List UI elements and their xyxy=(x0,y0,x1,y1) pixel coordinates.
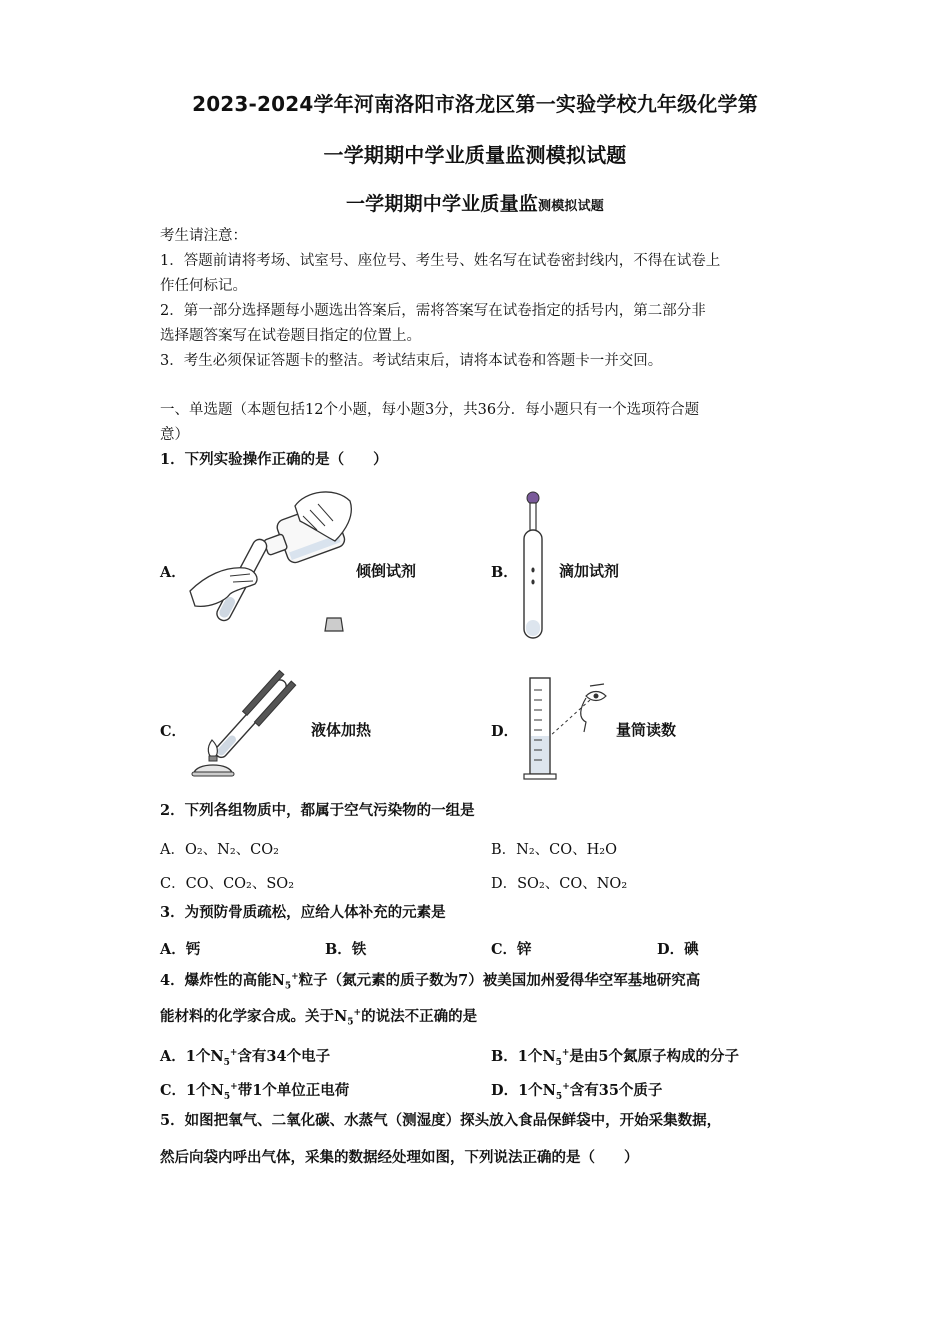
q4-option-d-post: 含有35个质子 xyxy=(569,1082,663,1099)
q4-sub: 5 xyxy=(223,1057,230,1068)
q3-option-c: C．锌 xyxy=(491,941,532,958)
title-line-1: 2023-2024学年河南洛阳市洛龙区第一实验学校九年级化学第 xyxy=(192,92,758,116)
graduated-cylinder-icon xyxy=(520,676,620,781)
q4-stem-b-post: 的说法不正确的是 xyxy=(361,1007,478,1025)
q2-stem: 2．下列各组物质中，都属于空气污染物的一组是 xyxy=(160,802,475,819)
notice-heading: 考生请注意： xyxy=(160,228,247,244)
q4-option-b-post: 是由5个氮原子构成的分子 xyxy=(569,1048,740,1065)
q4-option-a xyxy=(160,1045,330,1068)
q5-stem-b: 然后向袋内呼出气体，采集的数据经处理如图，下列说法正确的是（ ） xyxy=(160,1149,639,1166)
q1-option-a-caption: 倾倒试剂 xyxy=(356,562,417,580)
q1-stem: 1．下列实验操作正确的是（ ） xyxy=(160,451,388,468)
notice-item-3: 3．考生必须保证答题卡的整洁。考试结束后，请将本试卷和答题卡一并交回。 xyxy=(160,353,663,369)
q4-option-b xyxy=(491,1045,739,1068)
q4-stem-a-pre: 4．爆炸性的高能N xyxy=(160,971,285,989)
q4-sup: + xyxy=(561,1048,570,1059)
q1-option-a-label: A． xyxy=(160,564,186,581)
q2-option-a: A．O₂、N₂、CO₂ xyxy=(160,842,279,858)
q4-sup: + xyxy=(353,1008,362,1018)
q4-stem-a xyxy=(160,973,700,992)
q1-option-d-caption: 量筒读数 xyxy=(616,721,677,739)
q4-option-d-pre: D．1个N xyxy=(491,1082,556,1099)
q4-sup: + xyxy=(562,1082,570,1093)
q3-option-a: A．钙 xyxy=(160,941,201,958)
q2-option-c: C．CO、CO₂、SO₂ xyxy=(160,876,295,892)
q4-sub: 5 xyxy=(555,1091,563,1102)
q1-option-b-caption: 滴加试剂 xyxy=(559,562,620,580)
q4-sub: 5 xyxy=(223,1091,231,1102)
q1-option-d-label: D． xyxy=(491,723,519,740)
q4-sup: + xyxy=(291,972,299,982)
q4-option-d xyxy=(491,1079,662,1102)
q3-option-b: B．铁 xyxy=(325,941,367,958)
q4-sub: 5 xyxy=(284,981,292,992)
q4-stem-a-post: 粒子（氮元素的质子数为7）被美国加州爱得华空军基地研究高 xyxy=(298,971,701,989)
title-line-2: 一学期期中学业质量监测模拟试题 xyxy=(323,143,627,167)
section-heading-b: 意） xyxy=(160,427,189,443)
section-heading-a: 一、单选题（本题包括12个小题，每小题3分，共36分．每小题只有一个选项符合题 xyxy=(160,402,700,418)
q1-option-c-label: C． xyxy=(160,723,187,740)
pouring-reagent-icon xyxy=(185,486,360,636)
q4-sub: 5 xyxy=(555,1057,562,1068)
q2-option-d: D．SO₂、CO、NO₂ xyxy=(491,876,628,892)
notice-item-1b: 作任何标记。 xyxy=(160,278,247,294)
q1-option-b-label: B． xyxy=(491,564,518,581)
dropper-icon xyxy=(515,490,555,640)
q4-stem-b xyxy=(160,1009,477,1028)
q3-option-d: D．碘 xyxy=(657,941,699,958)
q4-stem-b-pre: 能材料的化学家合成。关于N xyxy=(160,1007,348,1025)
q4-option-c-pre: C．1个N xyxy=(160,1082,224,1099)
q4-option-c-post: 带1个单位正电荷 xyxy=(237,1082,350,1099)
q4-option-b-pre: B．1个N xyxy=(491,1048,556,1065)
q5-stem-a: 5．如图把氧气、二氧化碳、水蒸气（测湿度）探头放入食品保鲜袋中，开始采集数据， xyxy=(160,1112,722,1129)
q4-sup: + xyxy=(230,1082,238,1093)
title-line-3 xyxy=(0,189,950,216)
notice-item-1a: 1．答题前请将考场、试室号、座位号、考生号、姓名写在试卷密封线内，不得在试卷上 xyxy=(160,253,721,269)
q4-sub: 5 xyxy=(347,1017,354,1028)
title-line-3-small: 测模拟试题 xyxy=(538,199,605,214)
notice-item-2b: 选择题答案写在试卷题目指定的位置上。 xyxy=(160,328,421,344)
title-line-3-main: 一学期期中学业质量监 xyxy=(345,193,538,215)
q4-sup: + xyxy=(229,1048,238,1059)
q1-option-c-caption: 液体加热 xyxy=(311,721,372,739)
q3-stem: 3．为预防骨质疏松，应给人体补充的元素是 xyxy=(160,904,446,921)
q4-option-a-pre: A．1个N xyxy=(160,1048,224,1065)
q4-option-c xyxy=(160,1079,349,1102)
q4-option-a-post: 含有34个电子 xyxy=(237,1048,331,1065)
notice-item-2a: 2．第一部分选择题每小题选出答案后，需将答案写在试卷指定的括号内，第二部分非 xyxy=(160,303,706,319)
heating-liquid-icon xyxy=(180,668,310,780)
q2-option-b: B．N₂、CO、H₂O xyxy=(491,842,617,858)
